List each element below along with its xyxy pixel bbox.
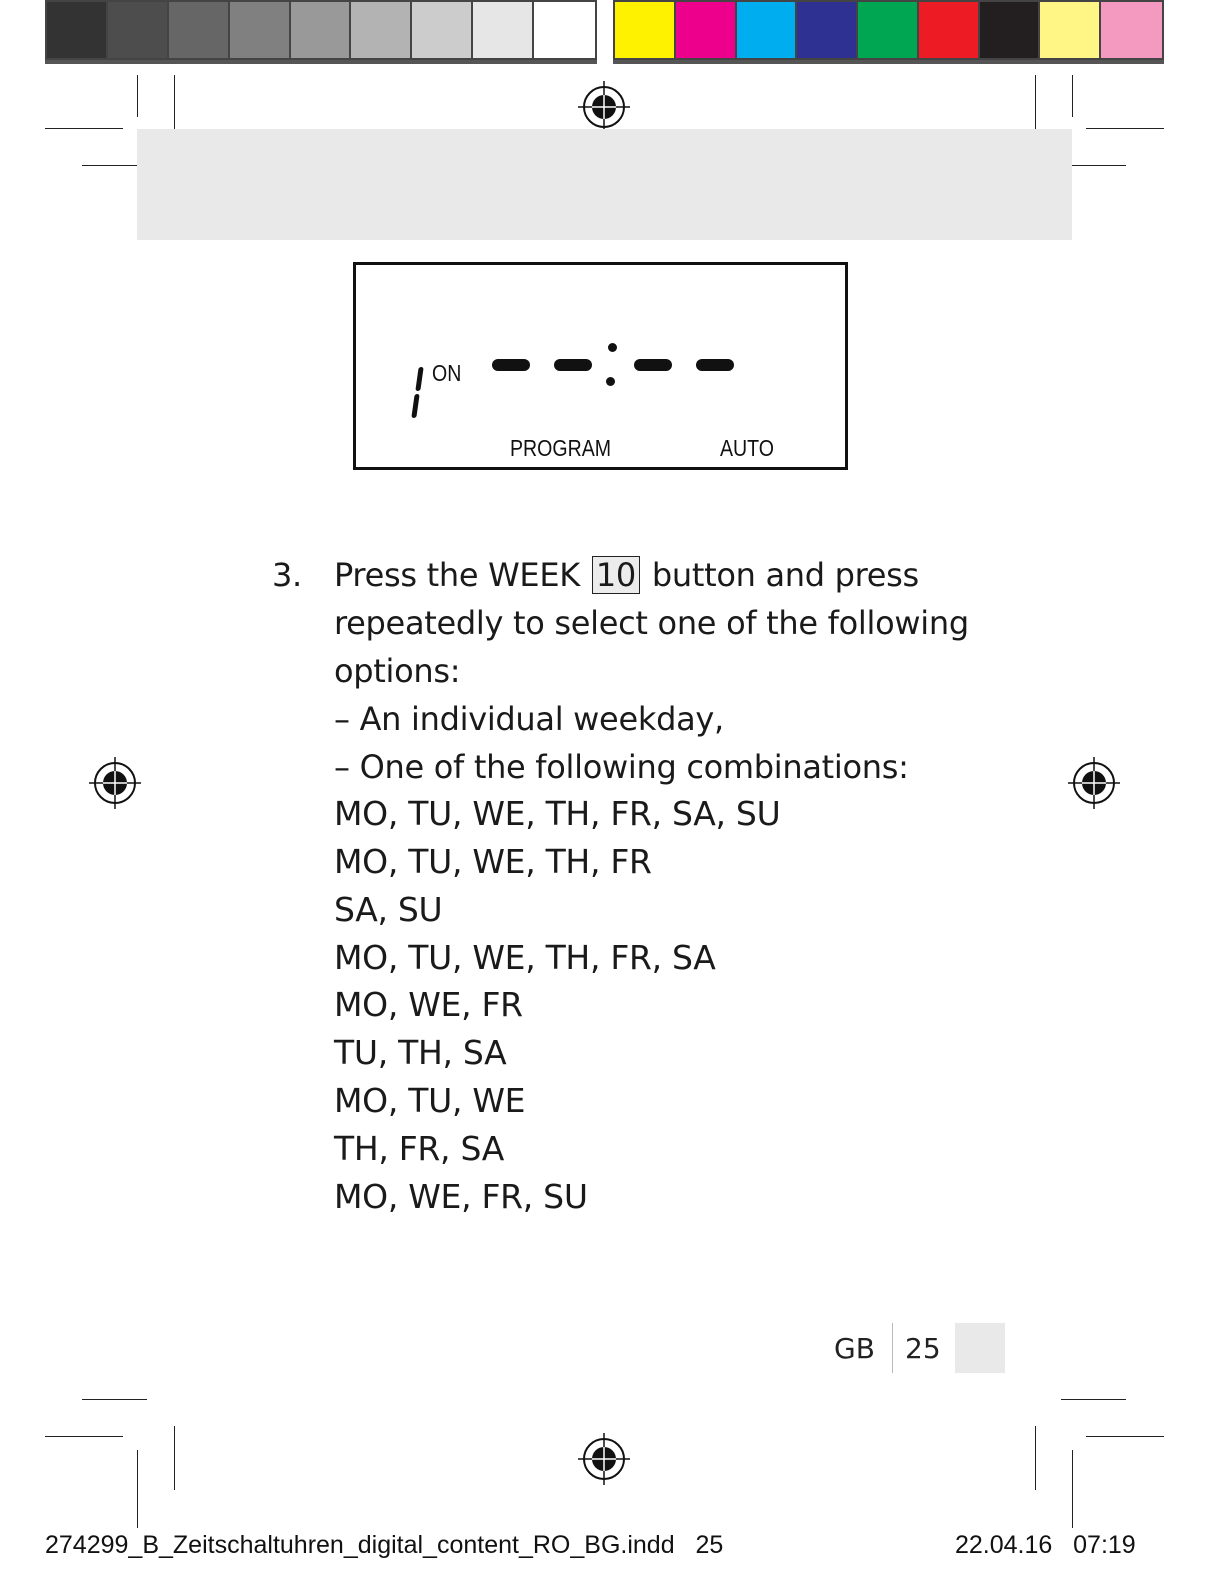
print-slug-file: 274299_B_Zeitschaltuhren_digital_content_RO_BG.indd 25: [45, 1531, 724, 1559]
color-swatch: [919, 2, 980, 58]
crop-mark: [82, 1399, 147, 1400]
color-swatch: [1101, 2, 1162, 58]
step-number: 3.: [272, 556, 302, 594]
lcd-auto-label: AUTO: [720, 435, 774, 461]
color-swatch: [1040, 2, 1101, 58]
color-swatch: [797, 2, 858, 58]
combination-item: MO, TU, WE: [334, 1081, 526, 1120]
color-swatch: [737, 2, 798, 58]
lcd-program-label: PROGRAM: [510, 435, 612, 461]
color-swatch: [676, 2, 737, 58]
page-separator: [892, 1323, 893, 1373]
color-swatch: [534, 2, 595, 58]
crop-mark: [174, 1426, 175, 1490]
color-swatch: [169, 2, 230, 58]
color-swatch: [858, 2, 919, 58]
crop-mark: [1035, 1426, 1036, 1490]
color-swatch: [980, 2, 1041, 58]
step-line-1-start: Press the WEEK: [334, 556, 580, 594]
color-swatch: [473, 2, 534, 58]
option-bullet-1: – An individual weekday,: [334, 700, 724, 738]
combination-item: MO, TU, WE, TH, FR: [334, 842, 652, 881]
registration-mark-icon: [578, 1433, 630, 1485]
color-swatch: [412, 2, 473, 58]
combination-item: TU, TH, SA: [334, 1033, 507, 1072]
registration-mark-icon: [1068, 757, 1120, 809]
color-swatch: [351, 2, 412, 58]
gray-bar-underline: [45, 60, 597, 64]
combination-item: MO, TU, WE, TH, FR, SA: [334, 938, 716, 977]
option-bullet-2: – One of the following combinations:: [334, 748, 909, 786]
page-number: 25: [905, 1332, 941, 1365]
combination-item: TH, FR, SA: [334, 1129, 504, 1168]
registration-mark-icon: [89, 757, 141, 809]
step-line-1-end: button and press: [651, 556, 919, 594]
crop-mark: [1072, 75, 1073, 117]
page-language: GB: [834, 1332, 875, 1365]
week-button-ref: 10: [592, 556, 640, 594]
color-swatch: [230, 2, 291, 58]
combination-item: MO, TU, WE, TH, FR, SA, SU: [334, 794, 781, 833]
crop-mark: [1086, 1436, 1164, 1437]
crop-mark: [1061, 1399, 1126, 1400]
lcd-display: [353, 262, 848, 470]
crop-mark: [137, 1450, 138, 1528]
crop-mark: [1072, 1450, 1073, 1528]
color-bar-underline: [613, 60, 1164, 64]
step-line-3: options:: [334, 652, 461, 690]
registration-mark-icon: [578, 81, 630, 133]
print-slug-date: 22.04.16 07:19: [955, 1531, 1136, 1559]
lcd-on-label: ON: [432, 360, 462, 386]
color-swatch: [291, 2, 352, 58]
crop-mark: [137, 75, 138, 117]
color-swatch: [108, 2, 169, 58]
crop-mark: [45, 128, 123, 129]
step-line-2: repeatedly to select one of the following: [334, 604, 969, 642]
crop-mark: [45, 1436, 123, 1437]
color-swatch: [615, 2, 676, 58]
gray-color-bar: [45, 0, 597, 60]
header-band: [137, 129, 1072, 240]
process-color-bar: [613, 0, 1164, 60]
page-tab: [955, 1323, 1005, 1373]
combination-item: SA, SU: [334, 890, 443, 929]
crop-mark: [1086, 128, 1164, 129]
combination-item: MO, WE, FR: [334, 985, 523, 1024]
step-line-1: [334, 551, 919, 599]
combination-item: MO, WE, FR, SU: [334, 1177, 588, 1216]
color-swatch: [47, 2, 108, 58]
